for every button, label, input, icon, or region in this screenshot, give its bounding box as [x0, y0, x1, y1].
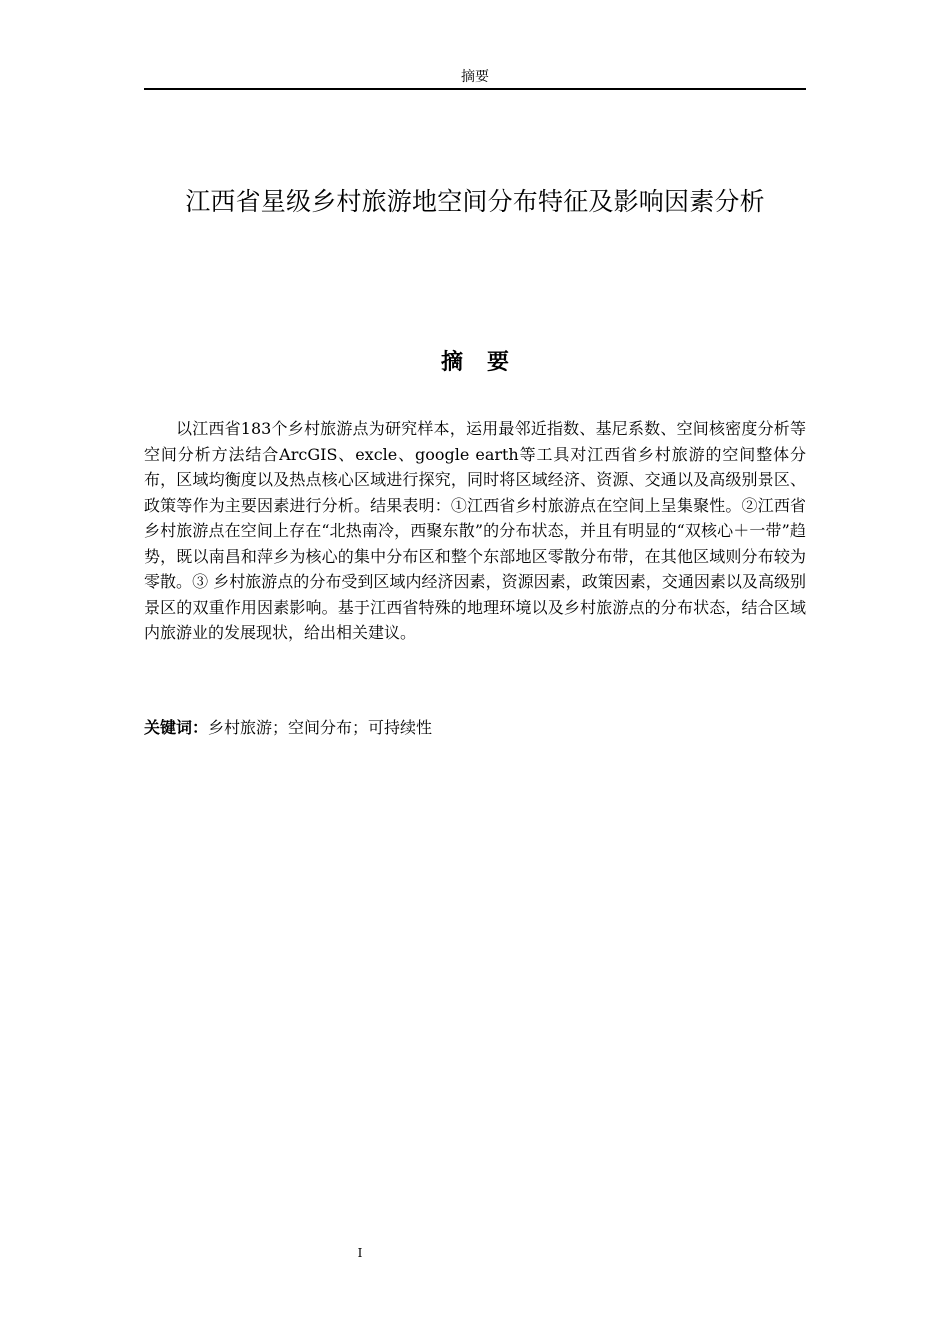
- keywords-line: [144, 715, 806, 741]
- keywords-label: 关键词：: [144, 718, 209, 737]
- keywords-value: 乡村旅游；空间分布；可持续性: [208, 718, 433, 737]
- abstract-body: 以江西省183个乡村旅游点为研究样本，运用最邻近指数、基尼系数、空间核密度分析等空间分析方法结合ArcGIS、excle、google earth等工具对江西省乡村旅游的空间整体分布，区域均衡度以及热点核心区域进行探究，同时将区域经济、资源、交通以及高级别景区、政策等作为主要因素进行分析。结果表明：①江西省乡村旅游点在空间上呈集聚性。②江西省乡村旅游点在空间上存在“北热南冷，西聚东散”的分布状态，并且有明显的“双核心＋一带”趋势，既以南昌和萍乡为核心的集中分布区和整个东部地区零散分布带，在其他区域则分布较为零散。③ 乡村旅游点的分布受到区域内经济因素，资源因素，政策因素，交通因素以及高级别景区的双重作用因素影响。基于江西省特殊的地理环境以及乡村旅游点的分布状态，结合区域内旅游业的发展现状，给出相关建议。: [144, 419, 806, 642]
- abstract-heading: 摘要: [440, 350, 533, 375]
- document-title: 江西省星级乡村旅游地空间分布特征及影响因素分析: [185, 187, 765, 216]
- running-header: [144, 66, 806, 90]
- running-header-title: 摘要: [461, 69, 489, 85]
- page-number: I: [357, 1246, 363, 1260]
